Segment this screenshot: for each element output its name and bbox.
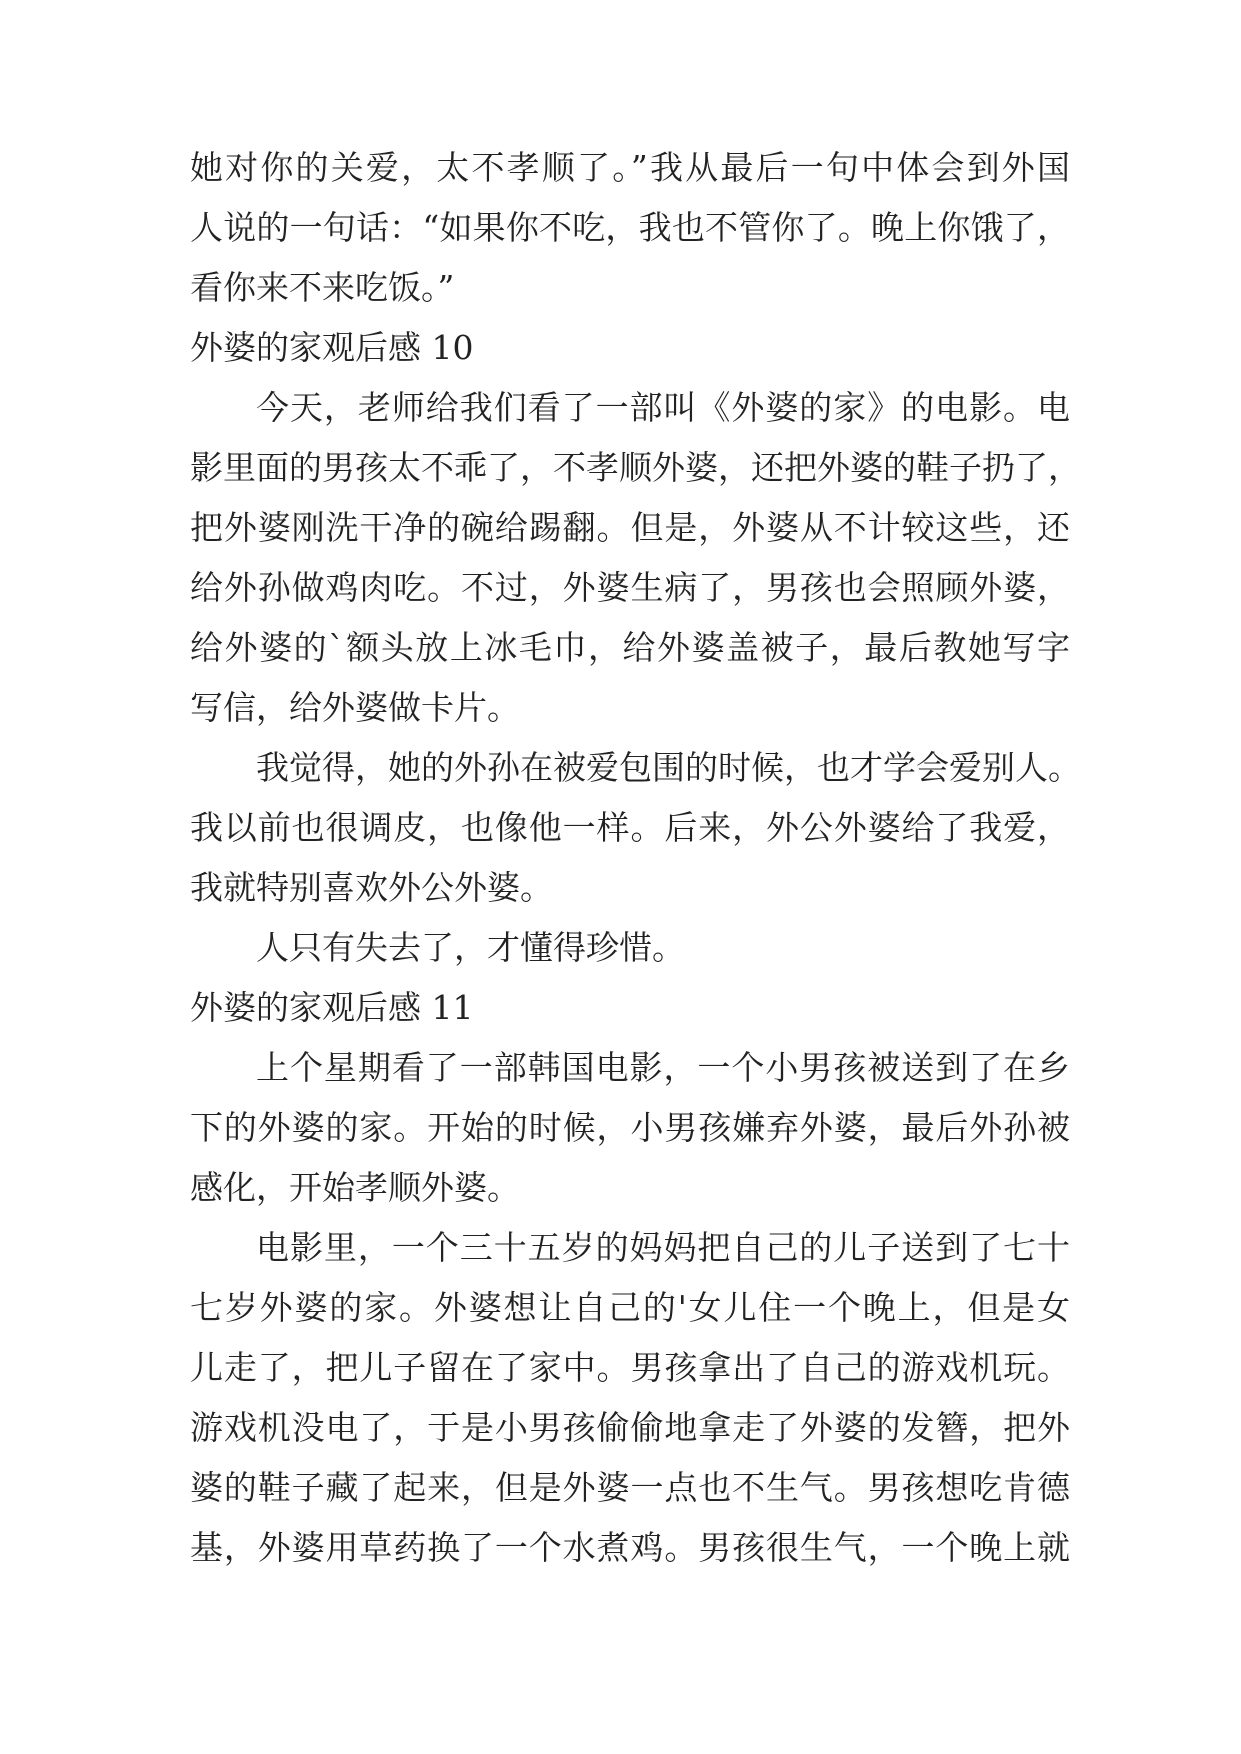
text-line: 今天，老师给我们看了一部叫《外婆的家》的电影。电 bbox=[256, 388, 1070, 427]
text-line: 电影里，一个三十五岁的妈妈把自己的儿子送到了七十 bbox=[256, 1228, 1070, 1267]
text-line: 基，外婆用草药换了一个水煮鸡。男孩很生气，一个晚上就 bbox=[190, 1528, 1070, 1567]
text-line: 七岁外婆的家。外婆想让自己的'女儿住一个晚上，但是女 bbox=[190, 1288, 1070, 1327]
text-line: 我就特别喜欢外公外婆。 bbox=[190, 868, 553, 907]
text-line: 下的外婆的家。开始的时候，小男孩嫌弃外婆，最后外孙被 bbox=[190, 1108, 1070, 1147]
text-line: 看你来不来吃饭。” bbox=[190, 268, 455, 307]
text-line: 影里面的男孩太不乖了，不孝顺外婆，还把外婆的鞋子扔了， bbox=[190, 448, 1081, 487]
text-line: 写信，给外婆做卡片。 bbox=[190, 688, 520, 727]
text-line: 我以前也很调皮，也像他一样。后来，外公外婆给了我爱， bbox=[190, 808, 1070, 847]
text-line: 婆的鞋子藏了起来，但是外婆一点也不生气。男孩想吃肯德 bbox=[190, 1468, 1070, 1507]
text-line: 上个星期看了一部韩国电影，一个小男孩被送到了在乡 bbox=[256, 1048, 1070, 1087]
text-line: 人说的一句话：“如果你不吃，我也不管你了。晚上你饿了， bbox=[190, 208, 1070, 247]
text-line: 把外婆刚洗干净的碗给踢翻。但是，外婆从不计较这些，还 bbox=[190, 508, 1070, 547]
section-heading: 外婆的家观后感 11 bbox=[190, 988, 474, 1027]
text-line: 游戏机没电了，于是小男孩偷偷地拿走了外婆的发簪，把外 bbox=[190, 1408, 1070, 1447]
text-line: 给外婆的`额头放上冰毛巾，给外婆盖被子，最后教她写字 bbox=[190, 628, 1070, 667]
text-line: 人只有失去了，才懂得珍惜。 bbox=[256, 928, 685, 967]
text-line: 我觉得，她的外孙在被爱包围的时候，也才学会爱别人。 bbox=[256, 748, 1081, 787]
text-line: 感化，开始孝顺外婆。 bbox=[190, 1168, 520, 1207]
text-line: 她对你的关爱，太不孝顺了。”我从最后一句中体会到外国 bbox=[190, 148, 1070, 187]
section-heading: 外婆的家观后感 10 bbox=[190, 328, 474, 367]
text-line: 给外孙做鸡肉吃。不过，外婆生病了，男孩也会照顾外婆， bbox=[190, 568, 1070, 607]
text-line: 儿走了，把儿子留在了家中。男孩拿出了自己的游戏机玩。 bbox=[190, 1348, 1070, 1387]
